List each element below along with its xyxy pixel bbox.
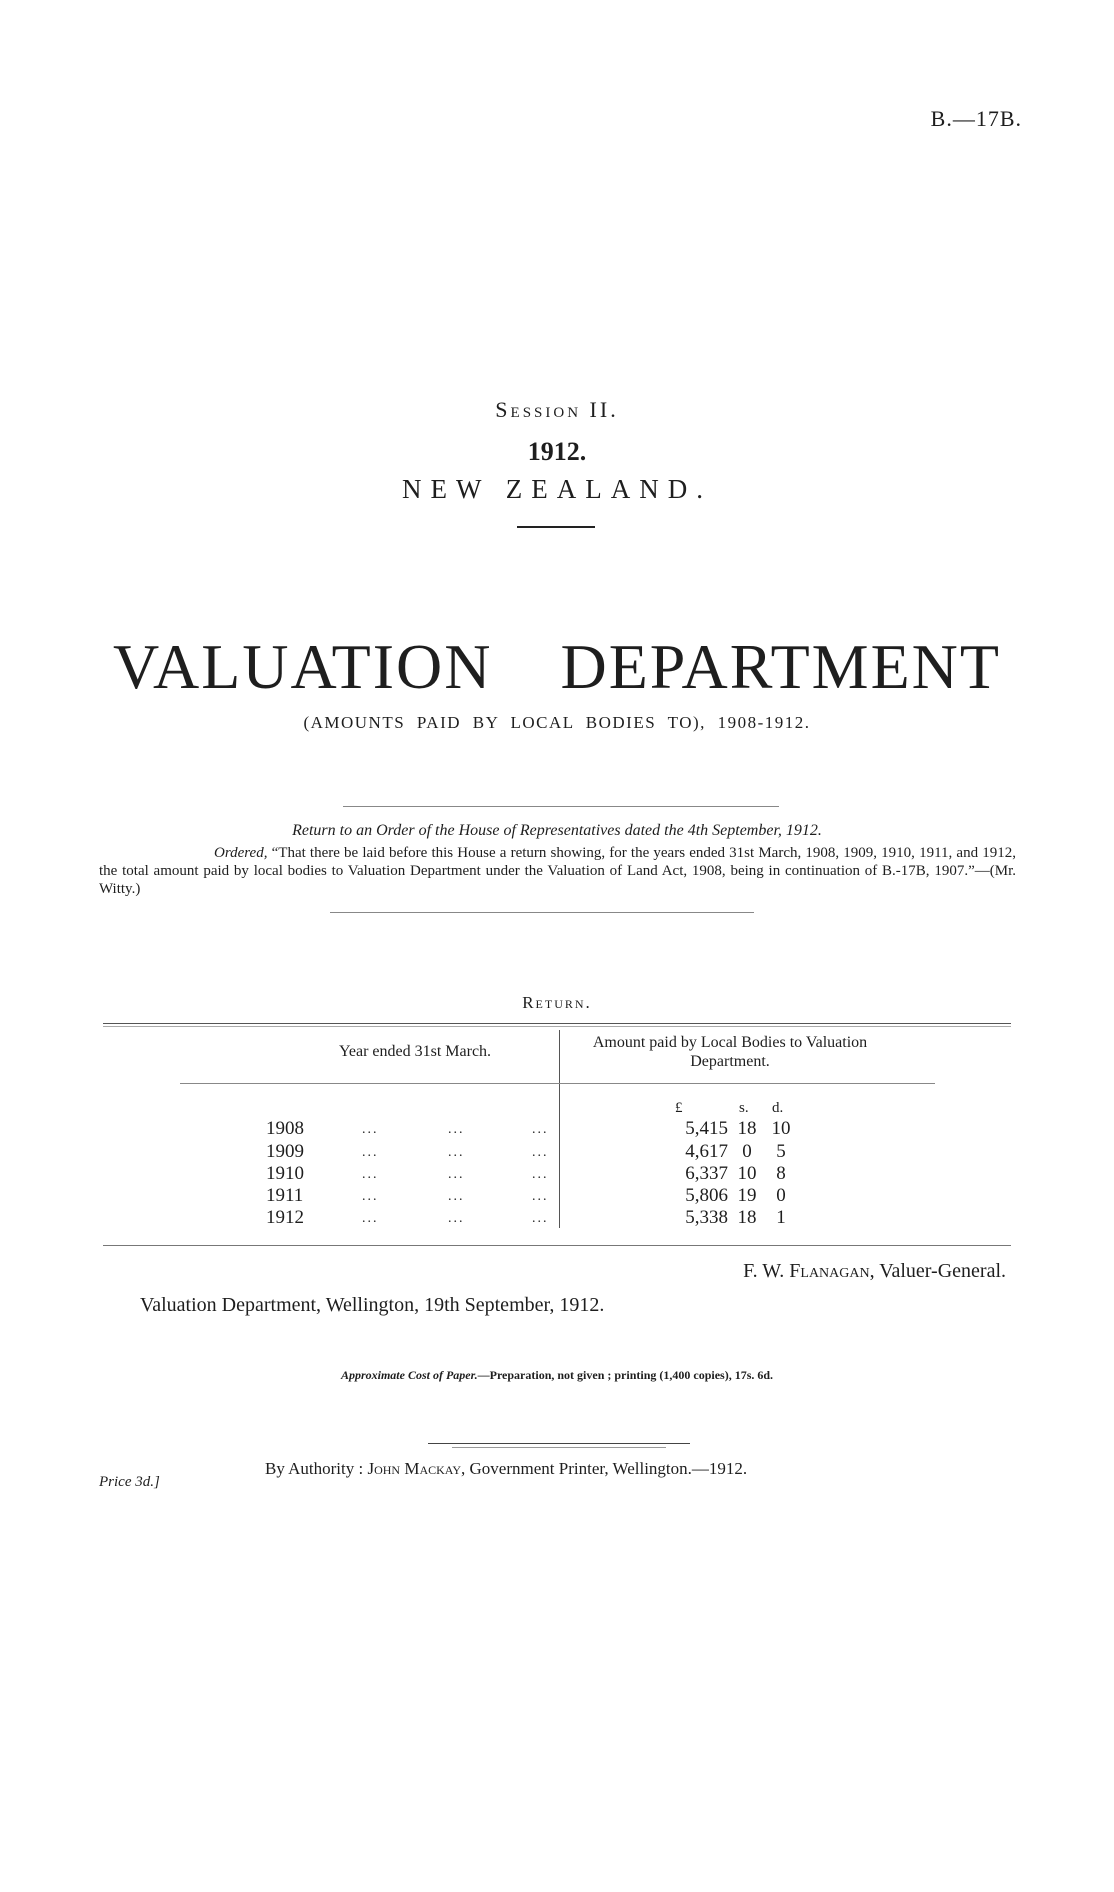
row-year: 1910 [266, 1163, 304, 1184]
cost-text: —Preparation, not given ; printing (1,400 copies), 17s. 6d. [477, 1368, 774, 1382]
row-pence: 1 [776, 1207, 786, 1228]
row-pounds: 5,338 [685, 1207, 728, 1228]
row-shillings: 18 [737, 1118, 757, 1139]
row-year: 1911 [266, 1185, 304, 1206]
header-rule [180, 1083, 935, 1084]
table-bottom-rule [103, 1245, 1011, 1246]
divider-rule [330, 912, 754, 913]
dot-leader: ... [448, 1189, 465, 1204]
signatory-title: , Valuer-General. [869, 1260, 1006, 1282]
row-shillings: 0 [742, 1141, 752, 1162]
dot-leader: ... [448, 1122, 465, 1137]
main-title: VALUATION DEPARTMENT [113, 631, 1001, 702]
dot-leader: ... [448, 1167, 465, 1182]
row-pence: 8 [776, 1163, 786, 1184]
unit-pounds: £ [675, 1100, 683, 1116]
row-shillings: 19 [737, 1185, 757, 1206]
row-pounds: 4,617 [685, 1141, 728, 1162]
order-heading: Return to an Order of the House of Representatives dated the 4th September, 1912. [292, 822, 822, 839]
unit-pence: d. [772, 1100, 784, 1116]
column-header-year: Year ended 31st March. [338, 1043, 492, 1060]
place-date: Valuation Department, Wellington, 19th September, 1912. [140, 1294, 605, 1316]
dot-leader: ... [362, 1189, 379, 1204]
table-row [0, 1207, 1114, 1229]
signatory-name: F. W. Flanagan [743, 1260, 870, 1282]
divider-rule [343, 806, 779, 807]
table-row [0, 1141, 1114, 1163]
row-pounds: 5,415 [685, 1118, 728, 1139]
printer-prefix: By Authority : [265, 1459, 368, 1478]
dot-leader: ... [362, 1145, 379, 1160]
table-row [0, 1163, 1114, 1185]
table-top-rule [103, 1026, 1011, 1027]
dot-leader: ... [532, 1211, 549, 1226]
dot-leader: ... [362, 1122, 379, 1137]
document-reference: B.—17B. [930, 106, 1022, 131]
table-row [0, 1185, 1114, 1207]
dot-leader: ... [362, 1167, 379, 1182]
dot-leader: ... [448, 1211, 465, 1226]
session-year: 1912. [527, 437, 587, 466]
dot-leader: ... [532, 1167, 549, 1182]
column-header-amount: Amount paid by Local Bodies to Valuation Department. [592, 1034, 868, 1070]
ordered-word: Ordered, [214, 845, 268, 861]
row-year: 1908 [266, 1118, 304, 1139]
price-note: Price 3d.] [99, 1474, 160, 1490]
order-paragraph [99, 844, 1016, 898]
signature [743, 1260, 1006, 1283]
row-shillings: 18 [737, 1207, 757, 1228]
row-pence: 10 [771, 1118, 791, 1139]
cost-label: Approximate Cost of Paper. [340, 1368, 478, 1382]
dot-leader: ... [448, 1145, 465, 1160]
table-row [0, 1118, 1114, 1140]
dot-leader: ... [532, 1145, 549, 1160]
printer-name: John Mackay [367, 1459, 462, 1478]
country-name: NEW ZEALAND. [402, 474, 712, 504]
divider-rule [428, 1443, 690, 1444]
session-label: Session II. [495, 397, 619, 422]
printer-suffix: , Government Printer, Wellington.—1912. [461, 1459, 748, 1478]
divider-rule [517, 526, 595, 528]
table-label: Return. [522, 993, 592, 1012]
row-year: 1909 [266, 1141, 304, 1162]
cost-note [0, 1368, 1114, 1383]
table-top-rule [103, 1023, 1011, 1024]
unit-shillings: s. [739, 1100, 749, 1116]
order-text: “That there be laid before this House a return showing, for the years ended 31st March, 1908, 1909, 1910, 1911, and 1912, the total amount paid by local bodies to Valuation Department under the Valuation of Land Act, 1908, being in continuation of B.-17B, 1907.”—(Mr. Witty.) [99, 845, 1016, 897]
dot-leader: ... [532, 1122, 549, 1137]
row-pence: 5 [776, 1141, 786, 1162]
row-pounds: 6,337 [685, 1163, 728, 1184]
row-pounds: 5,806 [685, 1185, 728, 1206]
row-pence: 0 [776, 1185, 786, 1206]
divider-rule [452, 1447, 666, 1448]
row-shillings: 10 [737, 1163, 757, 1184]
dot-leader: ... [532, 1189, 549, 1204]
row-year: 1912 [266, 1207, 304, 1228]
printer-imprint [265, 1459, 747, 1479]
subtitle: (AMOUNTS PAID BY LOCAL BODIES TO), 1908-1912. [303, 713, 811, 732]
dot-leader: ... [362, 1211, 379, 1226]
